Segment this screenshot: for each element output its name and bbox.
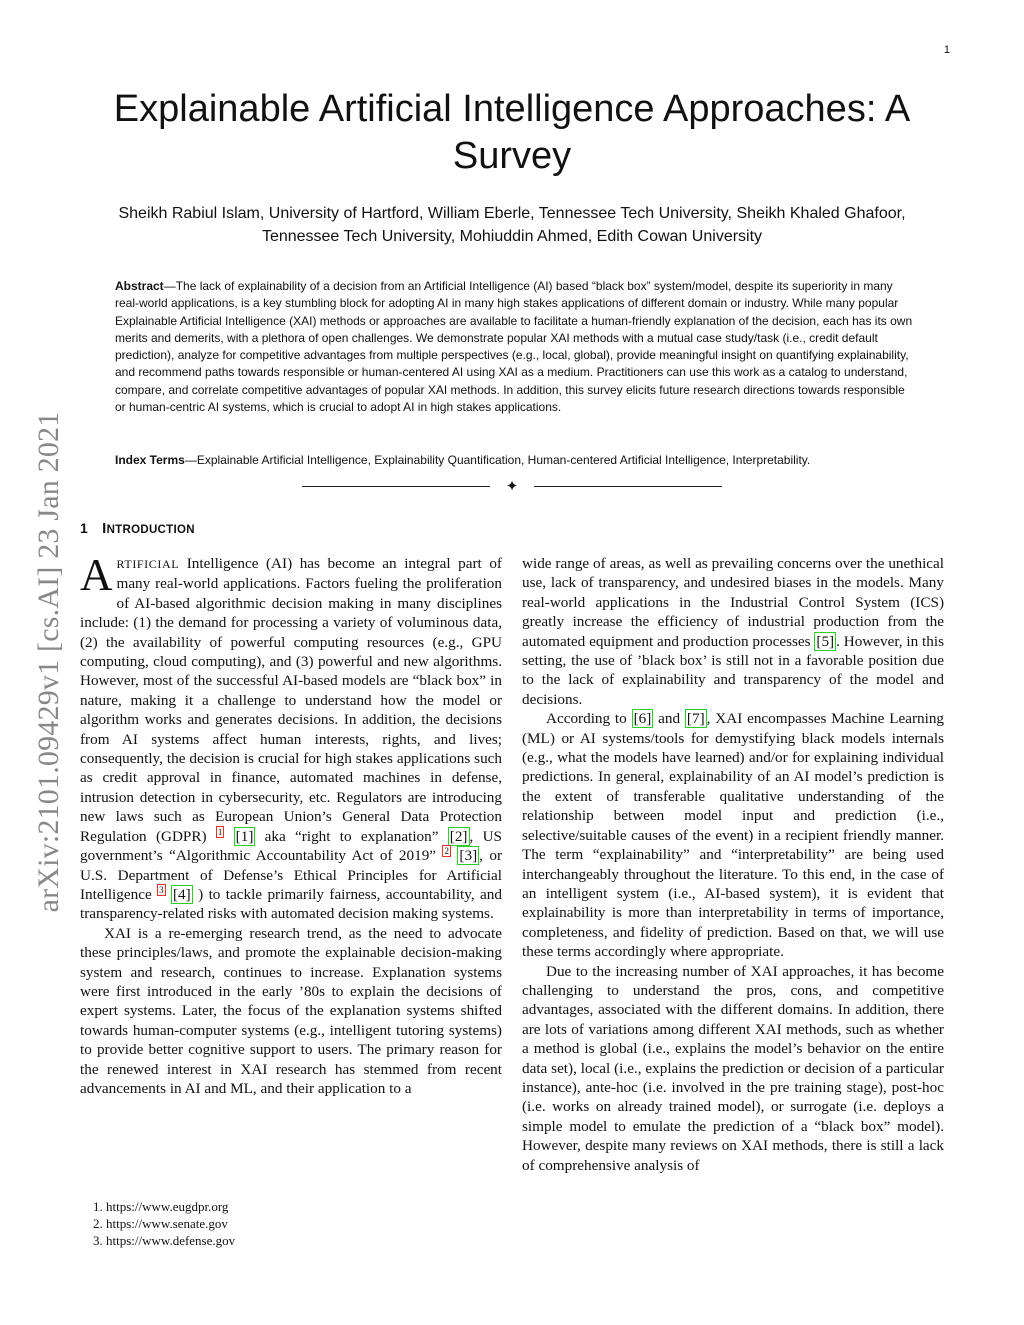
citation-link[interactable]: [6] [633, 710, 652, 728]
footnote-ref-2[interactable]: 2 [444, 846, 449, 857]
footnote[interactable]: 2. https://www.senate.gov [93, 1216, 228, 1231]
paragraph-text: Intelligence (AI) has become an integral part of many real-world applications. Factors fueling the proliferation of AI-based algorithmic decision making in many disciplines include: (1) the demand for processing a variety of voluminous data, (2) the availability of powerful computing resources (e.g., GPU computing, cloud computing), and (3) powerful and new algorithms. However, most of the successful AI-based models are “black box” in nature, making it a challenge to understand how the model or algorithm works and generates decisions. In addition, the decisions from AI systems affect human interests, rights, and lives; consequently, the decision is crucial for high stakes applications such as credit approval in finance, automated machines in defense, intrusion detection in cybersecurity, etc. Regulators are introducing new laws such as European Union’s General Data Protection Regulation (GDPR) [80, 555, 502, 845]
section-divider [302, 477, 722, 497]
paragraph-text: aka “right to explanation” [255, 827, 448, 845]
small-caps-word: RTIFICIAL [116, 557, 180, 571]
paragraph-text: , US government’s “Algorithmic Accountability Act of 2019” [80, 827, 503, 865]
section-title-initial: I [102, 520, 107, 537]
index-terms-text: Explainable Artificial Intelligence, Explainability Quantification, Human-centered Artificial Intelligence, Interpretability. [196, 453, 811, 467]
footnote-ref-1[interactable]: 1 [217, 826, 223, 837]
citation-link[interactable]: [7] [686, 710, 705, 728]
paragraph-text: . However, in this setting, the use of ’black box’ is still not in a favorable position due to the lack of explainability and transparency of the model and decisions. [522, 632, 944, 708]
drop-cap: A [80, 550, 113, 600]
paragraph: Due to the increasing number of XAI approaches, it has become challenging to understand the pros, cons, and competitive advantages, associated with the different domains. In addition, there are lots of variations among different XAI methods, such as whether a method is global (i.e., explains the model’s behavior on the entire data set), local (i.e., explains the prediction or decision of a particular instance), ante-hoc (i.e. involved in the pre training stage), post-hoc (i.e. works on already trained model), or surrogate (i.e. deploys a simple model to emulate the prediction of a “black box” model). However, despite many reviews on XAI methods, there is still a lack of comprehensive analysis of [522, 962, 944, 1174]
page-number: 1 [943, 44, 950, 56]
index-terms-dash: — [184, 453, 197, 467]
citation-link[interactable]: [2] [449, 827, 468, 845]
footnotes [93, 1198, 235, 1249]
citation-link[interactable]: [5] [816, 632, 835, 650]
index-terms-label: Index Terms [115, 453, 185, 467]
paragraph-text: wide range of areas, as well as prevailing concerns over the unethical use, lack of transparency, and undesired biases in the models. Many real-world applications in the Industrial Control System (ICS) greatly increase the efficiency of industrial production from the automated equipment and production processes [522, 555, 944, 650]
citation-link[interactable]: [3] [459, 847, 478, 865]
abstract-label: Abstract [115, 279, 164, 293]
citation-link[interactable]: [1] [235, 827, 254, 845]
divider-line-left [302, 486, 490, 487]
paper-title: Explainable Artificial Intelligence Approaches: A Survey [113, 88, 911, 177]
paragraph-text: and [653, 710, 685, 728]
right-column [522, 554, 944, 1175]
paragraph-text: ) to tackle primarily fairness, accountability, and transparency-related risks with automated decision making systems. [80, 885, 502, 923]
paragraph [522, 709, 944, 961]
paragraph-text: , or U.S. Department of Defense’s Ethical Principles for Artificial Intelligence [80, 847, 503, 903]
divider-star-icon: ✦ [505, 479, 519, 495]
paragraph [80, 550, 503, 924]
citation-link[interactable]: [4] [173, 885, 191, 903]
arxiv-identifier-stamp[interactable]: arXiv:2101.09429v1 [cs.AI] 23 Jan 2021 [32, 411, 65, 913]
abstract-dash: — [163, 279, 176, 293]
section-title-rest: NTRODUCTION [106, 524, 195, 536]
footnote[interactable]: 3. https://www.defense.gov [93, 1233, 236, 1248]
left-column [80, 550, 503, 1098]
author-list: Sheikh Rabiul Islam, University of Hartford, William Eberle, Tennessee Tech University, Sheikh Khaled Ghafoor, Tennessee Tech University, Mohiuddin Ahmed, Edith Cowan University [118, 205, 906, 245]
abstract [115, 278, 915, 416]
section-heading [80, 520, 195, 537]
divider-line-right [534, 486, 722, 487]
abstract-text: The lack of explainability of a decision from an Artificial Intelligence (AI) based “black box” system/model, despite its superiority in many real-world applications, is a key stumbling block for adopting AI in many high stakes applications of different domain or industry. While many popular Explainable Artificial Intelligence (XAI) methods or approaches are available to facilitate a human-friendly explanation of the decision, each has its own merits and demerits, with a plethora of open challenges. We demonstrate popular XAI methods with a mutual case study/task (i.e., credit default prediction), analyze for competitive advantages from multiple perspectives (e.g., local, global), provide meaningful insight on quantifying explainability, and recommend paths towards responsible or human-centered AI using XAI as a medium. Practitioners can use this work as a catalog to understand, compare, and correlate competitive advantages of popular XAI methods. In addition, this survey elicits future research directions towards responsible or human-centric AI systems, which is crucial to adopt AI in high stakes applications. [115, 279, 913, 415]
paragraph [522, 554, 944, 709]
paragraph-text: According to [546, 710, 632, 728]
index-terms [115, 452, 915, 469]
footnote[interactable]: 1. https://www.eugdpr.org [93, 1199, 229, 1214]
section-number: 1 [80, 520, 89, 536]
paragraph-text: , XAI encompasses Machine Learning (ML) or AI systems/tools for demystifying black models internals (e.g., what the models have learned) and/or for explaining individual predictions. In general, explainability of an AI model’s prediction is the extent of transferable qualitative understanding of the relationship between model input and prediction (i.e., selective/suitable causes of the event) in a recipient friendly manner. The term “explainability” and “interpretability” are being used interchangeably throughout the literature. To this end, in the case of an intelligent system (i.e., AI-based system), it is evident that explainability is more than interpretability in terms of importance, completeness, and fidelity of prediction. Based on that, we will use these terms accordingly where appropriate. [522, 710, 945, 961]
paragraph: XAI is a re-emerging research trend, as the need to advocate these principles/laws, and promote the explainable decision-making system and research, continues to increase. Explanation systems were first introduced in the early ’80s to explain the decisions of expert systems. Later, the focus of the explanation systems shifted towards human-computer systems (e.g., intelligent tutoring systems) to provide better cognitive support to users. The primary reason for the renewed interest in XAI research has stemmed from recent advancements in AI and ML, and their application to a [80, 924, 502, 1097]
footnote-ref-3[interactable]: 3 [159, 884, 164, 895]
